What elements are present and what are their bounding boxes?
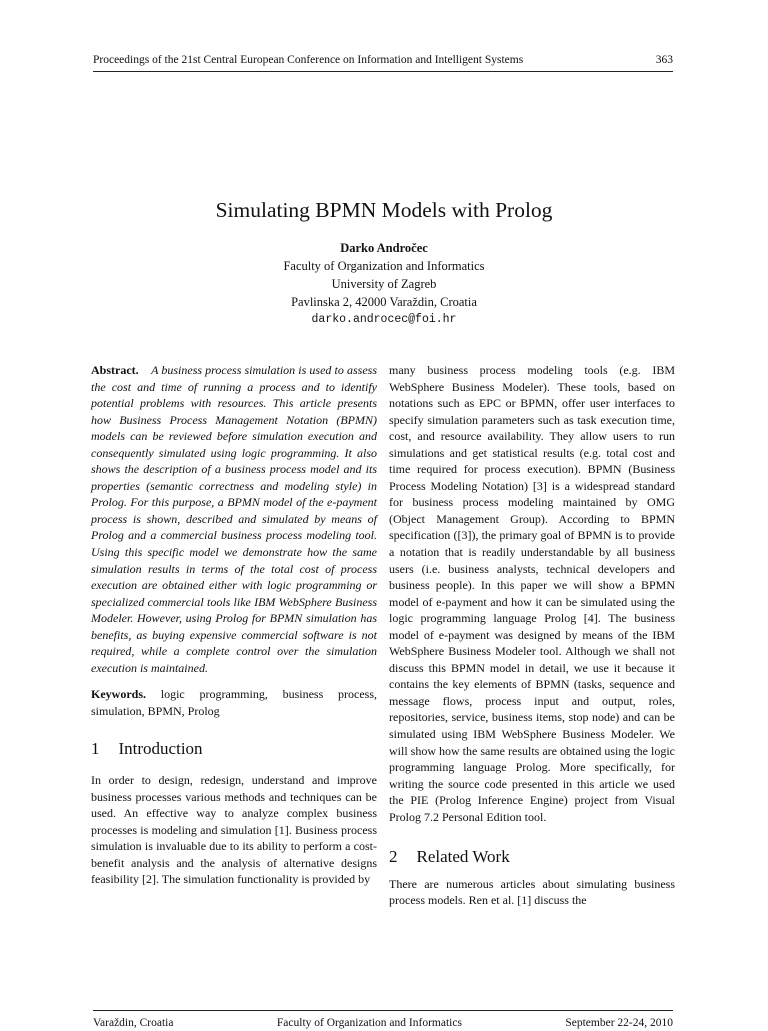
abstract-body: A business process simulation is used to assess the cost and time of running a process and to identify potential problems with resources. This article presents how Business Process Management Notation (BPMN) models can be reviewed before simulation execution and consequently simulated using logic programming. It also shows the description of a business process model and its properties (semantic correctness and modeling style) in Prolog. For this purpose, a BPMN model of the e-payment process is shown, described and simulated by means of Prolog and a commercial business process modeling tool. Using this specific model we demonstrate how the same simulation results in terms of the total cost of process execution are obtained either with logic programming or specialized commercial tools like IBM WebSphere Business Modeler. However, using Prolog for BPMN simulation has benefits, as buying expensive commercial software is not required, while a complete control over the simulation execution is maintained. [91,363,377,675]
footer-location: Varaždin, Croatia [93,1017,174,1029]
section-title: Related Work [416,847,510,867]
abstract-label: Abstract. [91,363,139,377]
author-name: Darko Andročec [340,241,428,255]
introduction-paragraph-left: In order to design, redesign, understand and improve business processes various methods and techniques can be used. An effective way to analyze complex business processes is modeling and simulation [1]. Business process simulation is invaluable due to its ability to perform a cost-benefit analysis and the analysis of alternative designs feasibility [2]. The simulation functionality is provided by [91,773,377,887]
related-work-paragraph: There are numerous articles about simulating business process models. Ren et al. [1] discuss the [389,876,675,908]
introduction-paragraph-right: many business process modeling tools (e.g. IBM WebSphere Business Modeler). These tools, based on notations such as EPC or BPMN, offer user interfaces to specify simulation parameters such as task execution time, cost, and resource availability. They allow users to run simulations and get statistical results (e.g. total cost and time required for process execution). BPMN (Business Process Modeling Notation) [3] is a widespread standard for business process modeling maintained by OMG (Object Management Group). According to BPMN specification ([3]), the primary goal of BPMN is to provide a notation that is readily understandable by all business users (i.e. business analysts, technical developers and business people). In this paper we will show a BPMN model of e-payment and how it can be simulated using the logic programming language Prolog [4]. The business model of e-payment was designed by means of the IBM WebSphere Business Modeler tool. Although we shall not discuss this BPMN model in detail, we use it because it contains the key elements of BPMN (tasks, sequence and message flows, process input and output, roles, repositories, service, business items, stop node) and can be simulated using IBM WebSphere Business Modeler. We will show how the same results are obtained using the logic programming language Prolog. More specifically, for writing the source code presented in this article we used the PIE (Prolog Inference Engine) project from Visual Prolog 7.2 Personal Edition tool. [389,363,675,824]
author-affiliation-university: University of Zagreb [331,277,437,291]
abstract [91,362,377,676]
left-column [91,362,377,888]
section-heading-related-work [389,849,675,866]
running-head-text: Proceedings of the 21st Central European Conference on Information and Intelligent Systems [93,54,524,66]
paper-title: Simulating BPMN Models with Prolog [215,198,553,222]
page-number: 363 [655,54,673,66]
keywords-text: logic programming, business process, simulation, BPMN, Prolog [91,687,377,718]
section-number: 2 [389,847,398,867]
page-footer [93,1010,673,1031]
right-column [389,362,675,909]
section-heading-introduction [91,741,377,758]
section-number: 1 [91,739,100,759]
author-affiliation-faculty: Faculty of Organization and Informatics [283,259,485,273]
footer-date: September 22-24, 2010 [565,1017,673,1029]
author-email: darko.androcec@foi.hr [311,313,457,326]
author-address: Pavlinska 2, 42000 Varaždin, Croatia [291,295,477,309]
keywords-label: Keywords. [91,687,146,702]
keywords [91,686,377,719]
footer-institution: Faculty of Organization and Informatics [276,1017,462,1029]
section-title: Introduction [118,739,203,759]
running-head [93,52,673,72]
author-block [0,239,768,329]
